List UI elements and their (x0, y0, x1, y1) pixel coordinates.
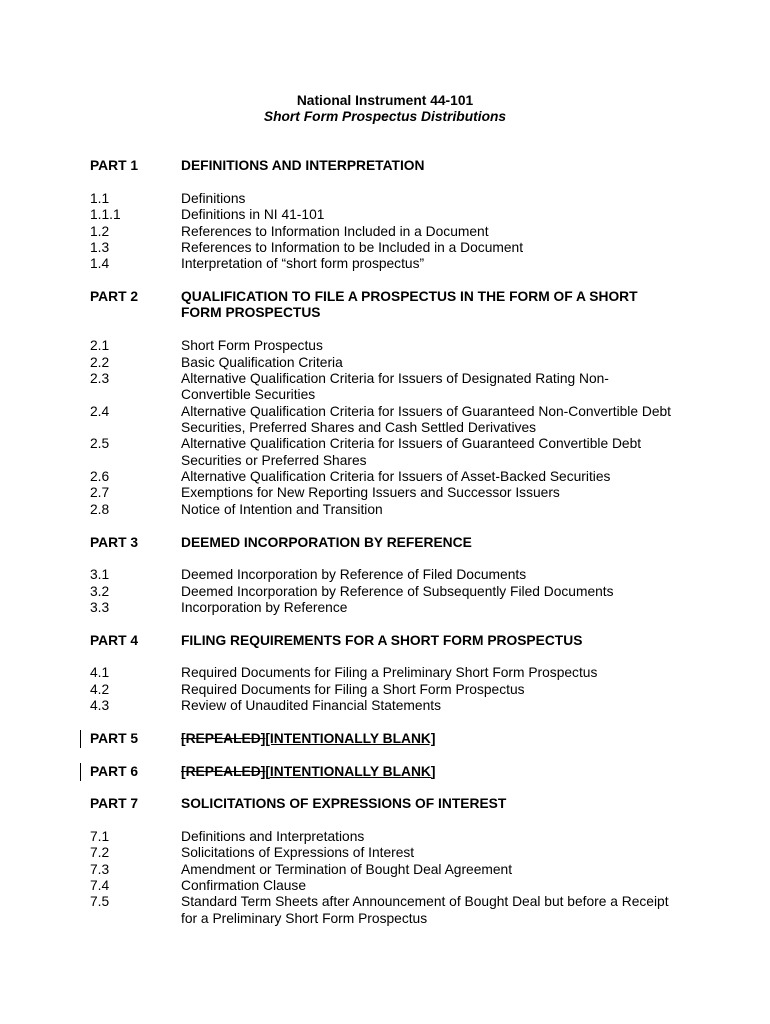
section-title-line: Incorporation by Reference (181, 599, 348, 615)
part-heading-row (90, 731, 770, 747)
part-heading (181, 158, 425, 174)
part-heading-line: SOLICITATIONS OF EXPRESSIONS OF INTEREST (181, 796, 507, 812)
section-number: 2.2 (90, 354, 110, 370)
section-row (90, 600, 770, 616)
part-label: PART 4 (90, 632, 139, 648)
part-heading (181, 633, 582, 649)
section-title (181, 338, 323, 354)
part-heading-line: FORM PROSPECTUS (181, 305, 321, 321)
section-title-line: Alternative Qualification Criteria for Issuers of Asset-Backed Securities (181, 469, 611, 485)
section-title (181, 600, 347, 616)
section-title-line: Exemptions for New Reporting Issuers and Successor Issuers (181, 485, 560, 501)
section-title-line: Notice of Intention and Transition (181, 501, 383, 517)
section-row (90, 436, 770, 469)
document-header (0, 93, 770, 126)
section-row (90, 256, 770, 272)
section-title-line: References to Information to be Included in a Document (181, 240, 524, 256)
change-bar (80, 730, 81, 748)
section-number: 7.2 (90, 845, 110, 861)
section-list (90, 338, 770, 518)
part-block (90, 764, 770, 780)
part-heading-line: DEFINITIONS AND INTERPRETATION (181, 158, 425, 174)
section-title-line: Deemed Incorporation by Reference of Subsequently Filed Documents (181, 583, 614, 599)
section-title-line: Securities, Preferred Shares and Cash Settled Derivatives (181, 419, 537, 435)
repealed-text: [REPEALED] (181, 763, 266, 779)
section-title (181, 845, 414, 861)
section-title-line: Solicitations of Expressions of Interest (181, 845, 415, 861)
section-title-line: Securities or Preferred Shares (181, 452, 367, 468)
part-heading-row (90, 633, 770, 649)
part-label: PART 3 (90, 534, 139, 550)
section-title-line: References to Information Included in a Document (181, 223, 489, 239)
section-row (90, 355, 770, 371)
section-row (90, 404, 770, 437)
part-block (90, 633, 770, 715)
section-number: 7.1 (90, 828, 110, 844)
section-title-line: Definitions in NI 41-101 (181, 207, 325, 223)
section-row (90, 240, 770, 256)
section-row (90, 469, 770, 485)
section-title (181, 584, 614, 600)
section-list (90, 191, 770, 273)
section-title-line: Deemed Incorporation by Reference of Filed Documents (181, 567, 527, 583)
section-list (90, 665, 770, 714)
section-number: 2.4 (90, 403, 110, 419)
section-title-line: Alternative Qualification Criteria for Issuers of Designated Rating Non- (181, 370, 609, 386)
section-title-line: Interpretation of “short form prospectus” (181, 256, 425, 272)
section-number: 2.3 (90, 370, 110, 386)
section-title (181, 404, 671, 437)
section-number: 7.5 (90, 894, 110, 910)
section-title-line: Alternative Qualification Criteria for Issuers of Guaranteed Non-Convertible Debt (181, 403, 672, 419)
section-row (90, 845, 770, 861)
section-title-line: Convertible Securities (181, 387, 316, 403)
section-title-line: for a Preliminary Short Form Prospectus (181, 910, 428, 926)
repealed-text: [REPEALED] (181, 730, 266, 746)
section-title (181, 878, 306, 894)
section-title-line: Short Form Prospectus (181, 338, 323, 354)
section-title-line: Confirmation Clause (181, 878, 306, 894)
document-subtitle: Short Form Prospectus Distributions (263, 109, 507, 125)
table-of-contents (0, 158, 770, 927)
part-label: PART 2 (90, 289, 139, 305)
section-row (90, 829, 770, 845)
part-label: PART 6 (90, 763, 139, 779)
section-title (181, 207, 324, 223)
section-row (90, 485, 770, 501)
section-title-line: Amendment or Termination of Bought Deal Agreement (181, 861, 513, 877)
section-number: 2.1 (90, 338, 110, 354)
section-title-line: Basic Qualification Criteria (181, 354, 343, 370)
section-number: 1.4 (90, 256, 110, 272)
section-title-line: Definitions (181, 190, 246, 206)
section-title (181, 698, 441, 714)
section-row (90, 502, 770, 518)
part-heading-row (90, 158, 770, 174)
section-title (181, 240, 523, 256)
intentionally-blank-text: [INTENTIONALLY BLANK] (265, 763, 436, 779)
section-title (181, 355, 343, 371)
section-title (181, 567, 526, 583)
section-title (181, 469, 610, 485)
section-row (90, 862, 770, 878)
section-row (90, 207, 770, 223)
section-number: 1.1 (90, 190, 110, 206)
section-number: 2.6 (90, 469, 110, 485)
part-heading (181, 796, 506, 812)
section-row (90, 894, 770, 927)
section-row (90, 682, 770, 698)
section-title (181, 665, 597, 681)
section-title-line: Definitions and Interpretations (181, 828, 365, 844)
section-number: 1.1.1 (90, 207, 121, 223)
part-heading (181, 535, 472, 551)
section-number: 1.2 (90, 223, 110, 239)
section-row (90, 878, 770, 894)
section-title (181, 256, 424, 272)
part-heading-line: DEEMED INCORPORATION BY REFERENCE (181, 534, 472, 550)
section-row (90, 698, 770, 714)
part-label: PART 5 (90, 730, 139, 746)
part-heading-row (90, 764, 770, 780)
section-title-line: Standard Term Sheets after Announcement of Bought Deal but before a Receipt (181, 894, 669, 910)
change-bar (80, 763, 81, 781)
part-heading-line: QUALIFICATION TO FILE A PROSPECTUS IN THE FORM OF A SHORT (181, 289, 638, 305)
part-heading-line (181, 764, 436, 780)
section-title (181, 485, 560, 501)
part-label: PART 1 (90, 158, 139, 174)
section-row (90, 567, 770, 583)
section-row (90, 371, 770, 404)
section-number: 4.2 (90, 681, 110, 697)
part-heading (181, 764, 436, 780)
section-number: 2.5 (90, 436, 110, 452)
section-number: 3.3 (90, 599, 110, 615)
section-title-line: Required Documents for Filing a Short Form Prospectus (181, 681, 525, 697)
section-title (181, 436, 641, 469)
section-title-line: Alternative Qualification Criteria for Issuers of Guaranteed Convertible Debt (181, 436, 642, 452)
intentionally-blank-text: [INTENTIONALLY BLANK] (265, 730, 436, 746)
section-title (181, 682, 525, 698)
section-number: 7.4 (90, 878, 110, 894)
section-number: 7.3 (90, 861, 110, 877)
section-row (90, 338, 770, 354)
part-label: PART 7 (90, 796, 139, 812)
section-number: 2.7 (90, 485, 110, 501)
section-number: 4.3 (90, 698, 110, 714)
part-block (90, 796, 770, 927)
section-row (90, 584, 770, 600)
section-number: 1.3 (90, 240, 110, 256)
part-heading-line (181, 731, 436, 747)
section-number: 3.1 (90, 567, 110, 583)
section-title (181, 862, 512, 878)
section-number: 4.1 (90, 665, 110, 681)
part-heading-line: FILING REQUIREMENTS FOR A SHORT FORM PROSPECTUS (181, 632, 583, 648)
section-title-line: Required Documents for Filing a Preliminary Short Form Prospectus (181, 665, 598, 681)
section-title (181, 502, 383, 518)
section-list (90, 567, 770, 616)
part-block (90, 289, 770, 518)
part-heading-row (90, 535, 770, 551)
part-heading-row (90, 796, 770, 812)
section-row (90, 665, 770, 681)
section-title (181, 829, 364, 845)
document-title: National Instrument 44-101 (296, 92, 474, 108)
section-title (181, 224, 489, 240)
section-row (90, 224, 770, 240)
part-block (90, 535, 770, 617)
part-block (90, 731, 770, 747)
section-row (90, 191, 770, 207)
section-title (181, 894, 669, 927)
section-number: 3.2 (90, 583, 110, 599)
section-list (90, 829, 770, 927)
section-title (181, 191, 245, 207)
part-heading (181, 289, 638, 322)
part-block (90, 158, 770, 273)
part-heading (181, 731, 436, 747)
part-heading-row (90, 289, 770, 322)
section-title-line: Review of Unaudited Financial Statements (181, 698, 441, 714)
section-title (181, 371, 609, 404)
section-number: 2.8 (90, 501, 110, 517)
